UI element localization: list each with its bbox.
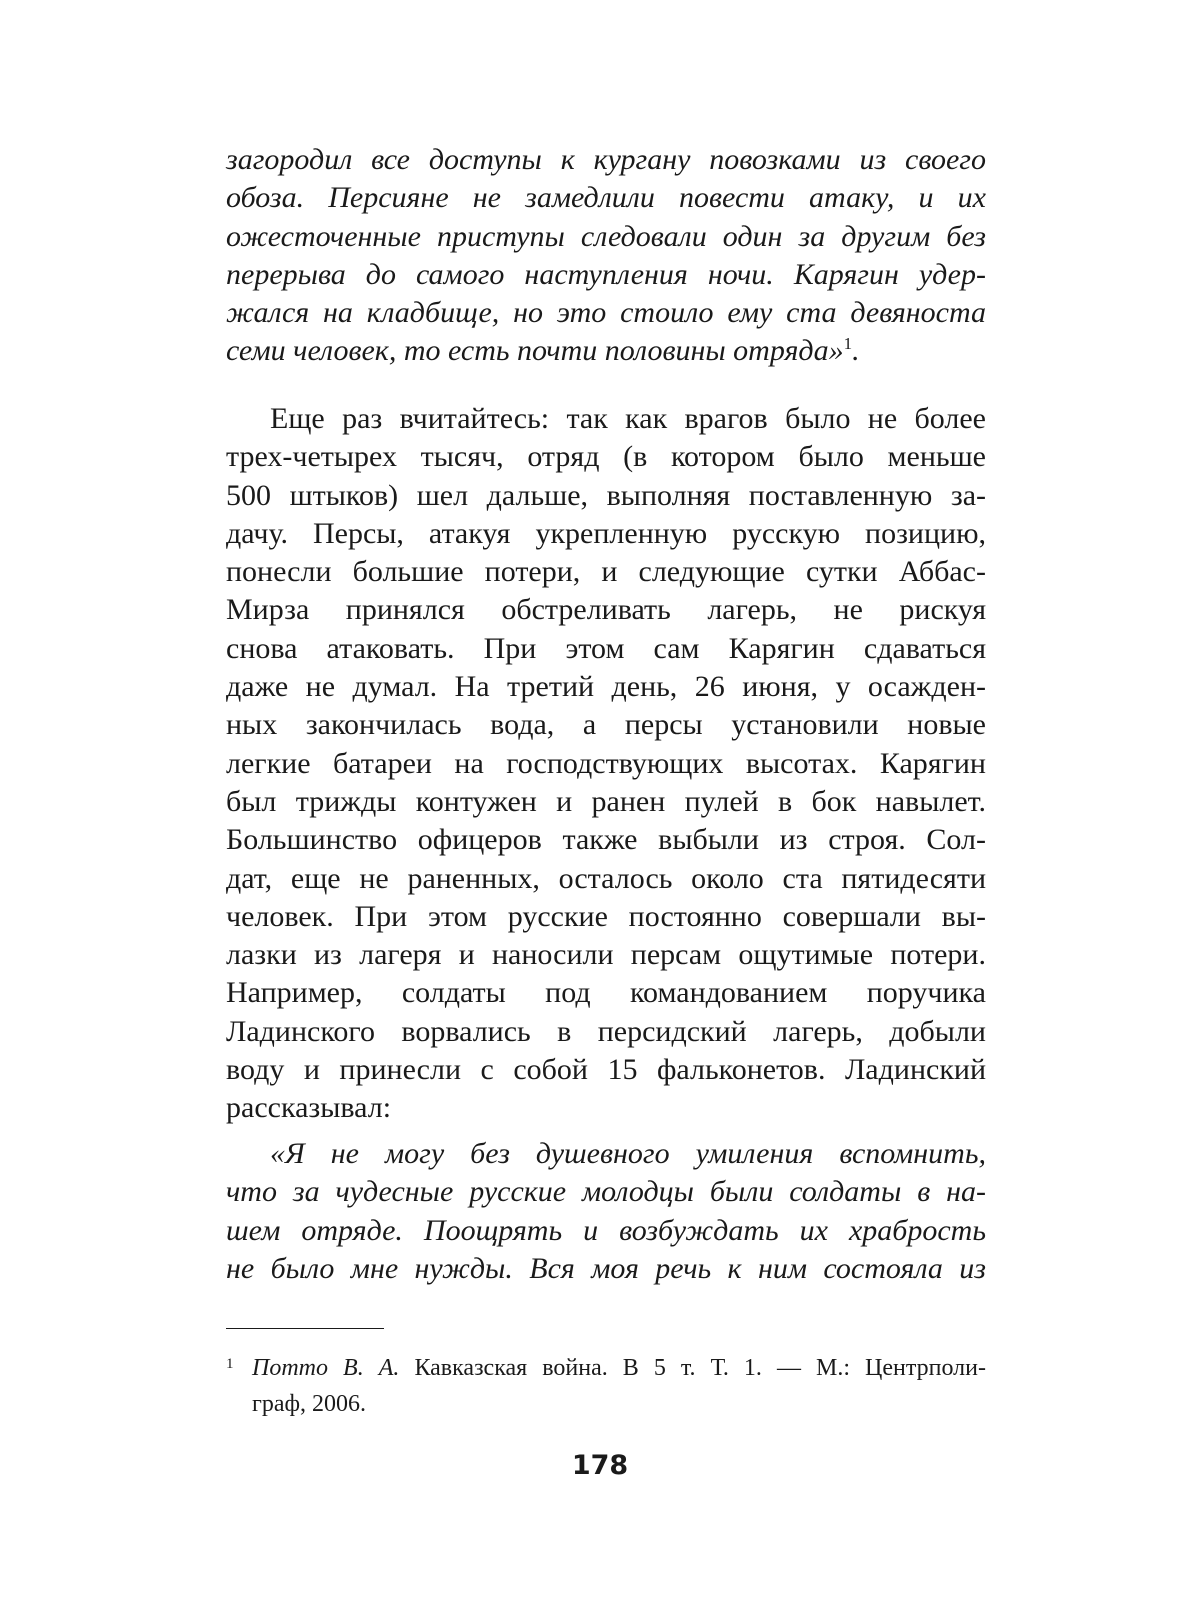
body-paragraph (226, 400, 986, 1128)
quote-top-line: загородил все доступы к кургану повозками из своего (226, 143, 986, 176)
paragraph-line: рассказывал: (226, 1091, 392, 1125)
quote-block-top (226, 141, 986, 371)
quote-top-line: перерыва до самого наступления ночи. Карягин удер- (226, 257, 986, 291)
paragraph-line: снова атаковать. При этом сам Карягин сдаваться (226, 631, 986, 665)
footnote-line: граф, 2006. (252, 1391, 367, 1417)
quote-bottom-line: не было мне нужды. Вся моя речь к ним состояла из (226, 1251, 986, 1285)
paragraph-line: трех-четырех тысяч, отряд (в котором было меньше (226, 440, 986, 474)
quote-block-bottom (226, 1135, 986, 1288)
quote-bottom-line: шем отряде. Поощрять и возбуждать их храбрость (226, 1213, 986, 1247)
paragraph-line: лазки из лагеря и наносили персам ощутимые потери. (226, 938, 986, 972)
page-number: 178 (571, 1450, 629, 1481)
quote-top-line: обоза. Персияне не замедлили повести атаку, и их (226, 181, 986, 215)
paragraph-line: даже не думал. На третий день, 26 июня, у осажден- (226, 670, 986, 704)
paragraph-line: Мирза принялся обстреливать лагерь, не рискуя (226, 593, 986, 627)
footnote-divider (226, 1328, 384, 1329)
paragraph-line: 500 штыков) шел дальше, выполняя поставленную за- (226, 478, 986, 512)
footnote-marker: 1 (226, 1356, 234, 1372)
paragraph-line: человек. При этом русские постоянно совершали вы- (226, 899, 986, 933)
paragraph-line: дат, еще не раненных, осталось около ста пятидесяти (226, 861, 986, 895)
paragraph-line: был трижды контужен и ранен пулей в бок навылет. (226, 784, 986, 818)
footnote (226, 1350, 986, 1422)
paragraph-line: Например, солдаты под командованием поручика (226, 976, 986, 1010)
footnote-author: Потто В. А. (252, 1355, 400, 1381)
quote-top-line: ожесточенные приступы следовали один за другим без (226, 219, 986, 253)
paragraph-line: Большинство офицеров также выбыли из строя. Сол- (226, 823, 986, 857)
quote-bottom-line: что за чудесные русские молодцы были солдаты в на- (226, 1175, 986, 1209)
footnote-reference[interactable]: 1 (843, 334, 853, 354)
footnote-text: Кавказская война. В 5 т. Т. 1. — М.: Центрполи- (399, 1355, 986, 1381)
quote-top-line: жался на кладбище, но это стоило ему ста девяноста (226, 296, 986, 330)
paragraph-line: легкие батареи на господствующих высотах. Карягин (226, 746, 986, 780)
quote-top-last-line (226, 332, 986, 370)
quote-top-last-text: семи человек, то есть почти половины отряда» (226, 334, 844, 368)
paragraph-line: Еще раз вчитайтесь: так как врагов было не более (270, 402, 986, 435)
paragraph-line: дачу. Персы, атакуя укрепленную русскую позицию, (226, 516, 986, 550)
quote-bottom-line: «Я не могу без душевного умиления вспомнить, (270, 1137, 986, 1170)
paragraph-line: Ладинского ворвались в персидский лагерь, добыли (226, 1014, 986, 1048)
paragraph-line: воду и принесли с собой 15 фальконетов. Ладинский (226, 1053, 986, 1087)
paragraph-line: ных закончилась вода, а персы установили новые (226, 708, 986, 742)
quote-top-end-period: . (852, 334, 860, 368)
footnote-line (226, 1350, 986, 1386)
paragraph-line: понесли большие потери, и следующие сутки Аббас- (226, 555, 986, 589)
